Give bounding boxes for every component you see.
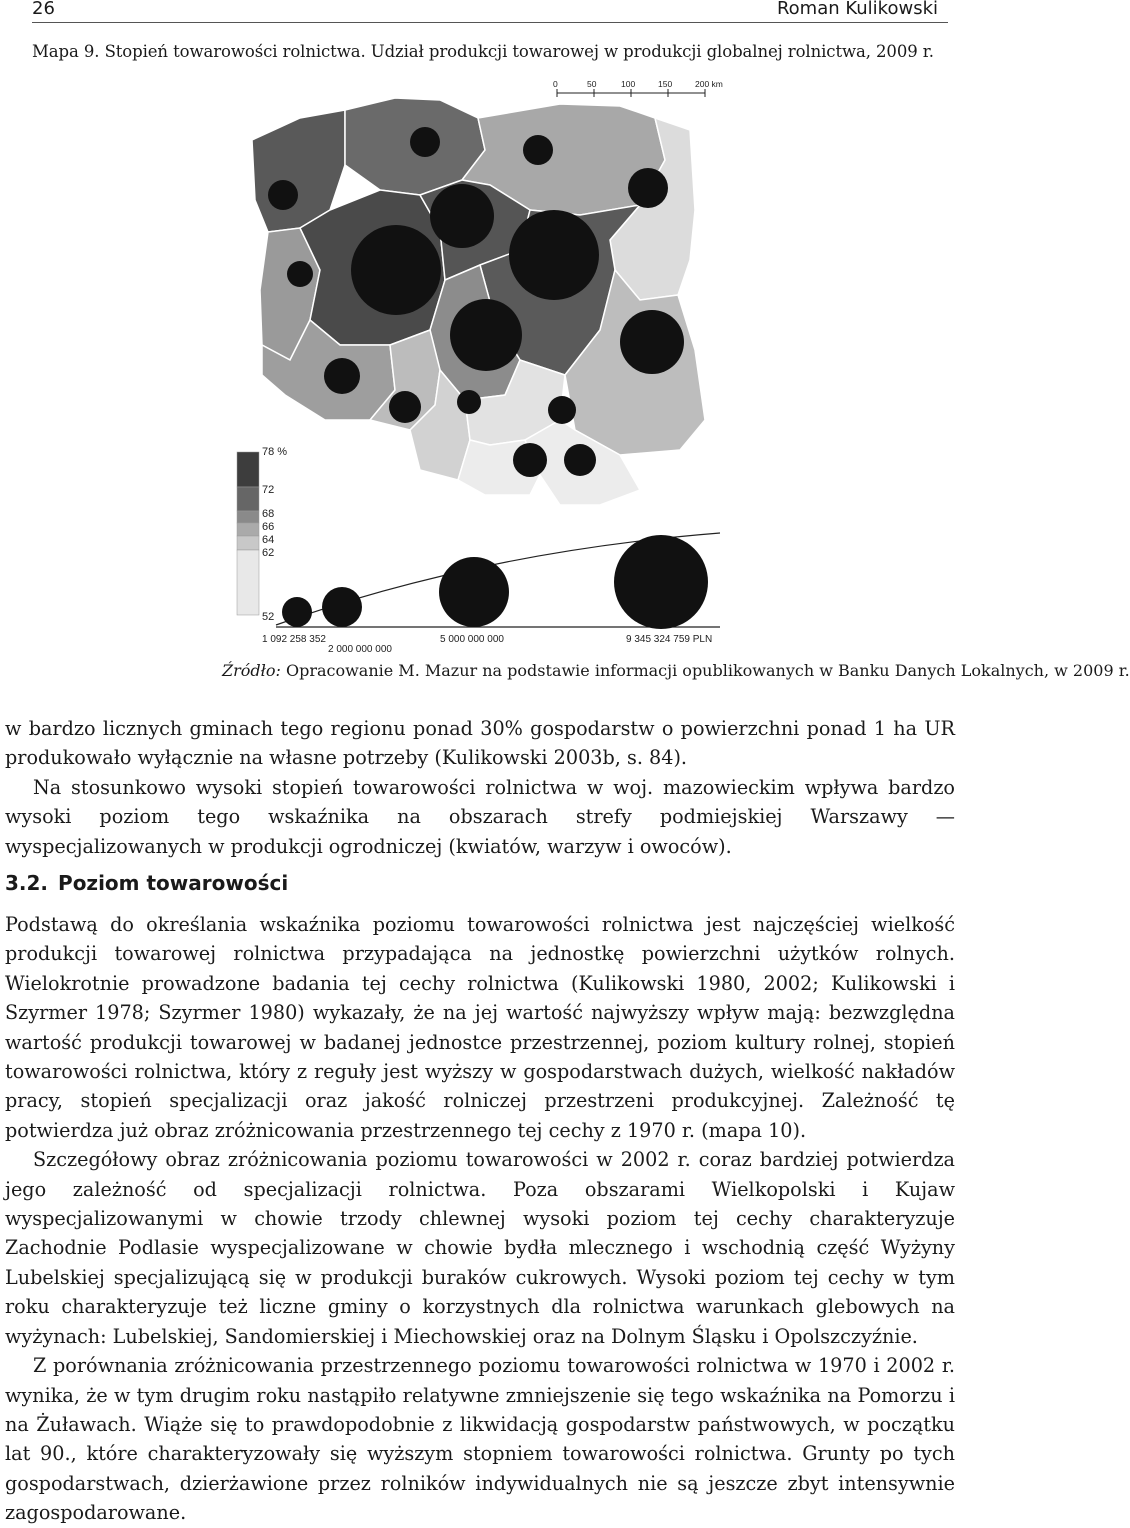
legend-break-64: 64 <box>262 534 275 546</box>
paragraph: w bardzo licznych gminach tego regionu ponad 30% gospodarstw o powierzchni ponad 1 ha UR produkowało wyłącznie na własne potrzeby (Kulikowski 2003b, s. 84). <box>5 717 955 770</box>
paragraph: Z porównania zróżnicowania przestrzennego poziomu towarowości rolnictwa w 1970 i 2002 r. wynika, że w tym drugim roku nastąpiło relatywne zmniejszenie się tego wskaźnika na Pomorzu i na Żuławach. Wiąże się to prawdopodobnie z likwidacją gospodarstw państwowych, w początku lat 90., które charakteryzowały się wyższym stopniem towarowości rolnictwa. Grunty po tych gospodarstwach, dzierżawione przez rolników indywidualnych nie są jeszcze zbyt intensywnie zagospodarowane. <box>5 1354 955 1525</box>
section-heading <box>5 871 298 895</box>
legend-color-bar <box>237 452 259 615</box>
legend-class-68-72 <box>237 487 259 511</box>
body-text-section <box>5 910 955 1528</box>
legend-value-max: 9 345 324 759 PLN <box>626 634 713 645</box>
scale-bar <box>557 89 705 97</box>
circle-podlaskie <box>628 168 668 208</box>
legend-class-66-68 <box>237 511 259 523</box>
circle-malopolskie <box>513 443 547 477</box>
scale-tick-150: 150 <box>658 79 673 89</box>
scale-tick-100: 100 <box>621 79 636 89</box>
legend-break-66: 66 <box>262 521 275 533</box>
circle-warminsko-mazurskie <box>523 135 553 165</box>
paragraph: Na stosunkowo wysoki stopień towarowości rolnictwa w woj. mazowieckim wpływa bardzo wysoki poziom tego wskaźnika na obszarach strefy podmiejskiej Warszawy — wyspecjalizowanych w produkcji ogrodniczej (kwiatów, warzyw i owoców). <box>5 775 955 858</box>
legend-break-62: 62 <box>262 547 275 559</box>
page-number: 26 <box>32 0 55 19</box>
legend-class-64-66 <box>237 523 259 536</box>
legend-circle-max <box>614 535 708 629</box>
legend-break-52: 52 <box>262 611 275 623</box>
legend-break-78: 78 % <box>262 446 288 458</box>
legend-circle-5bn <box>439 557 509 627</box>
legend-circle-scale <box>276 533 720 629</box>
section-number: 3.2. <box>5 871 49 895</box>
circle-lubelskie <box>620 310 684 374</box>
legend-break-72: 72 <box>262 484 275 496</box>
circle-lubuskie <box>287 261 313 287</box>
circle-dolnoslaskie <box>324 358 360 394</box>
legend-value-2bn: 2 000 000 000 <box>328 644 392 655</box>
page-header <box>32 0 948 23</box>
legend-break-68: 68 <box>262 508 275 520</box>
legend-class-62-64 <box>237 536 259 550</box>
body-text-top <box>5 714 955 861</box>
circle-slaskie <box>457 390 481 414</box>
scale-tick-200: 200 km <box>695 79 723 89</box>
legend-class-72-78 <box>237 452 259 487</box>
legend-circle-min <box>282 597 312 627</box>
circle-podkarpackie <box>564 444 596 476</box>
legend-value-5bn: 5 000 000 000 <box>440 634 504 645</box>
circle-zachodniopomorskie <box>268 180 298 210</box>
poland-map-figure <box>0 75 960 655</box>
circle-mazowieckie <box>509 210 599 300</box>
source-label: Źródło: <box>222 661 281 680</box>
running-author: Roman Kulikowski <box>776 0 938 19</box>
scale-tick-0: 0 <box>553 79 558 89</box>
legend-class-52-62 <box>237 550 259 615</box>
paragraph: Podstawą do określania wskaźnika poziomu towarowości rolnictwa jest najczęściej wielkość produkcji towarowej rolnictwa przypadająca na jednostkę powierzchni użytków rolnych. Wielokrotnie prowadzone badania tej cechy rolnictwa (Kulikowski 1980, 2002; Kulikowski i Szyrmer 1978; Szyrmer 1980) wykazały, że na jej wartość najwyższy wpływ mają: bezwzględna wartość produkcji towarowej w badanej jednostce przestrzennej, poziom kultury rolnej, stopień towarowości rolnictwa, który z reguły jest wyższy w gospodarstwach dużych, wielkość nakładów pracy, stopień specjalizacji oraz jakość rolniczej przestrzeni produkcyjnej. Zależność tę potwierdza już obraz zróżnicowania przestrzennego tej cechy z 1970 r. (mapa 10). <box>5 913 955 1142</box>
circle-wielkopolskie <box>351 225 441 315</box>
circle-opolskie <box>389 391 421 423</box>
map-caption: Mapa 9. Stopień towarowości rolnictwa. Udział produkcji towarowej w produkcji globalnej rolnictwa, 2009 r. <box>32 42 934 61</box>
legend-value-min: 1 092 258 352 <box>262 634 326 645</box>
circle-lodzkie <box>450 299 522 371</box>
map-source <box>222 661 1130 680</box>
source-text: Opracowanie M. Mazur na podstawie informacji opublikowanych w Banku Danych Lokalnych, w 2009 r. <box>285 661 1130 680</box>
circle-pomorskie <box>410 127 440 157</box>
paragraph: Szczegółowy obraz zróżnicowania poziomu towarowości w 2002 r. coraz bardziej potwierdza jego zależność od specjalizacji rolnictwa. Poza obszarami Wielkopolski i Kujaw wyspecjalizowanymi w chowie trzody chlewnej wysoki poziom tej cechy charakteryzuje Zachodnie Podlasie wyspecjalizowane w chowie bydła mlecznego i wschodnią część Wyżyny Lubelskiej specjalizującą się w produkcji buraków cukrowych. Wysoki poziom tej cechy w tym roku charakteryzuje też liczne gminy o korzystnych dla rolnictwa warunkach glebowych na wyżynach: Lubelskiej, Sandomierskiej i Miechowskiej oraz na Dolnym Śląsku i Opolszczyźnie. <box>5 1148 955 1348</box>
legend-circle-2bn <box>322 587 362 627</box>
circle-swietokrzyskie <box>548 396 576 424</box>
section-title: Poziom towarowości <box>58 871 289 895</box>
scale-tick-50: 50 <box>587 79 597 89</box>
circle-kujawsko-pomorskie <box>430 184 494 248</box>
